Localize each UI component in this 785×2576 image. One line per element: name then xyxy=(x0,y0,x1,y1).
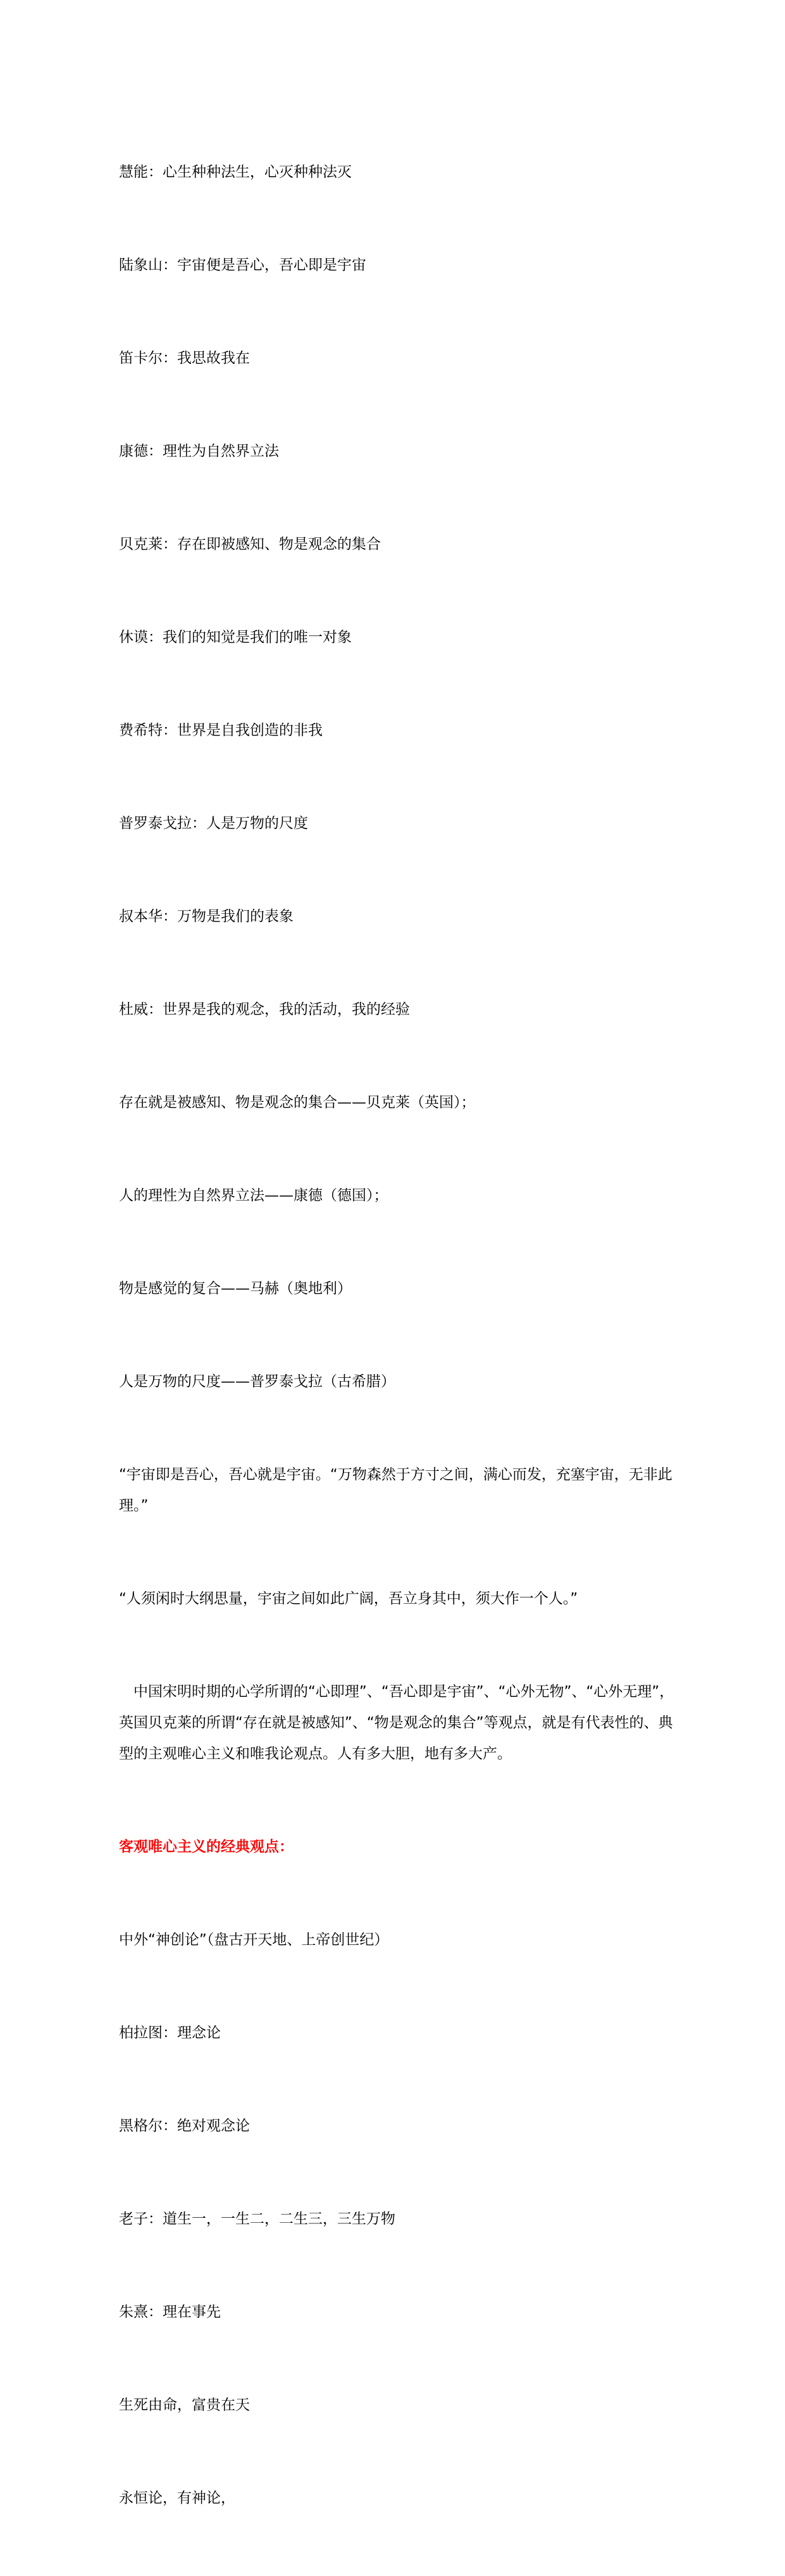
quote-paragraph: “人须闲时大纲思量，宇宙之间如此广阔，吾立身其中，须大作一个人。” xyxy=(119,1591,578,1607)
section-heading: 客观唯心主义的经典观点： xyxy=(119,1839,294,1855)
text-line: 中外“神创论”（盘古开天地、上帝创世纪） xyxy=(119,1932,389,1948)
text-line: 叔本华：万物是我们的表象 xyxy=(119,908,294,925)
text-line: 生死由命，富贵在天 xyxy=(119,2397,250,2413)
text-line: 老子：道生一，一生二，二生三，三生万物 xyxy=(119,2211,395,2227)
text-line: 贝克莱：存在即被感知、物是观念的集合 xyxy=(119,536,381,553)
text-line: 普罗泰戈拉：人是万物的尺度 xyxy=(119,815,308,832)
text-line: 笛卡尔：我思故我在 xyxy=(119,350,250,366)
document-body xyxy=(119,95,676,2576)
text-line: 人是万物的尺度——普罗泰戈拉（古希腊） xyxy=(119,1373,395,1390)
text-line: 休谟：我们的知觉是我们的唯一对象 xyxy=(119,629,352,646)
text-line: 慧能：心生种种法生，心灭种种法灭 xyxy=(119,164,352,180)
text-line: 黑格尔：绝对观念论 xyxy=(119,2118,250,2134)
body-paragraph: 中国宋明时期的心学所谓的“心即理”、“吾心即是宇宙”、“心外无物”、“心外无理”，英国贝克莱的所谓“存在就是被感知”、“物是观念的集合”等观点，就是有代表性的、典型的主观唯心主义和唯我论观点。人有多大胆，地有多大产。 xyxy=(119,1684,674,1762)
text-line: 朱熹：理在事先 xyxy=(119,2304,221,2320)
text-line: 永恒论，有神论， xyxy=(119,2490,235,2506)
text-line: 杜威：世界是我的观念，我的活动，我的经验 xyxy=(119,1001,410,1018)
quote-paragraph: “宇宙即是吾心，吾心就是宇宙。“万物森然于方寸之间，满心而发，充塞宇宙，无非此理。” xyxy=(119,1466,672,1514)
text-line: 柏拉图：理念论 xyxy=(119,2025,221,2041)
text-line: 陆象山：宇宙便是吾心，吾心即是宇宙 xyxy=(119,257,366,273)
text-line: 人的理性为自然界立法——康德（德国）； xyxy=(119,1187,388,1204)
text-line: 物是感觉的复合——马赫（奥地利） xyxy=(119,1280,352,1297)
text-line: 费希特：世界是自我创造的非我 xyxy=(119,722,323,739)
text-line: 存在就是被感知、物是观念的集合——贝克莱（英国）； xyxy=(119,1094,476,1111)
text-line: 康德：理性为自然界立法 xyxy=(119,443,279,460)
